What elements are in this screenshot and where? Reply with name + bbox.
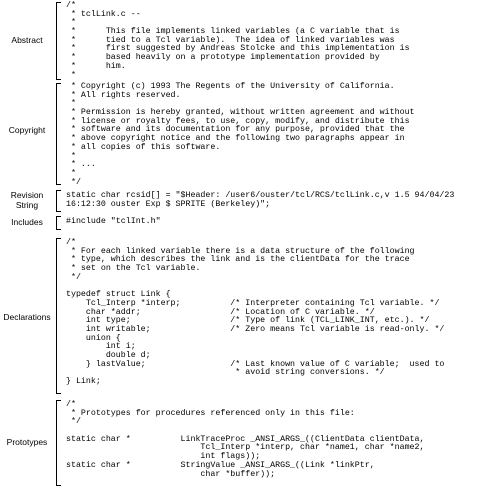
code-line: * bbox=[66, 99, 76, 109]
code-line: int i; bbox=[66, 342, 136, 352]
label-includes: Includes bbox=[11, 217, 43, 227]
code-line: * Prototypes for procedures referenced only in this file: bbox=[66, 408, 355, 418]
code-line: double d; bbox=[66, 350, 151, 360]
code-declarations bbox=[66, 239, 444, 387]
label-declarations: Declarations bbox=[3, 312, 51, 322]
code-line: static char * LinkTraceProc _ANSI_ARGS_((ClientData clientData, bbox=[66, 434, 425, 444]
section-includes bbox=[0, 216, 479, 230]
label-revision-string bbox=[0, 190, 54, 210]
code-line: /* bbox=[66, 1, 76, 10]
code-line: int writable; /* Zero means Tcl variable is read-only. */ bbox=[66, 324, 445, 334]
code-line: /* bbox=[66, 238, 76, 247]
code-line: * bbox=[66, 151, 76, 161]
code-line: * all copies of this software. bbox=[66, 142, 221, 152]
code-line: /* bbox=[66, 400, 76, 409]
code-line: */ bbox=[66, 177, 81, 187]
code-line: * tied to a Tcl variable). The idea of linked variables was bbox=[66, 35, 395, 45]
section-copyright bbox=[0, 83, 479, 187]
code-line: * first suggested by Andreas Stolcke and this implementation is bbox=[66, 44, 410, 54]
code-revision-string bbox=[66, 192, 454, 209]
section-prototypes bbox=[0, 400, 479, 486]
code-line: * based heavily on a prototype implementation provided by bbox=[66, 53, 380, 63]
code-line: * ... bbox=[66, 160, 96, 170]
code-line: * bbox=[66, 18, 76, 28]
code-line: Tcl_Interp *interp, char *name1, char *name2, bbox=[66, 443, 425, 453]
code-includes bbox=[66, 218, 161, 227]
label-abstract: Abstract bbox=[11, 35, 43, 45]
bracket-declarations bbox=[56, 238, 61, 394]
bracket-includes bbox=[56, 216, 61, 230]
code-line: static char * StringValue _ANSI_ARGS_((Link *linkPtr, bbox=[66, 460, 375, 470]
code-line: int flags)); bbox=[66, 452, 261, 462]
code-line: * type, which describes the link and is the clientData for the trace bbox=[66, 255, 410, 265]
code-abstract bbox=[66, 2, 410, 80]
label-revision-string-text: Revision String bbox=[10, 190, 44, 210]
section-revision-string bbox=[0, 190, 479, 212]
code-line: } lastValue; /* Last known value of C variable; used to bbox=[66, 359, 445, 369]
code-line: * This file implements linked variables (a C variable that is bbox=[66, 27, 400, 37]
label-prototypes: Prototypes bbox=[6, 437, 48, 447]
code-line: * bbox=[66, 70, 76, 80]
code-line: */ bbox=[66, 272, 81, 282]
bracket-prototypes bbox=[56, 400, 61, 486]
code-line: * software and its documentation for any purpose, provided that the bbox=[66, 125, 405, 135]
code-line: typedef struct Link { bbox=[66, 290, 171, 300]
code-line: */ bbox=[66, 417, 81, 427]
code-line: * bbox=[66, 168, 76, 178]
code-line: char *buffer)); bbox=[66, 469, 276, 479]
code-line: * above copyright notice and the following two paragraphs appear in bbox=[66, 134, 405, 144]
code-line: #include "tclInt.h" bbox=[66, 217, 161, 226]
code-line: * license or royalty fees, to use, copy, modify, and distribute this bbox=[66, 116, 410, 126]
label-copyright: Copyright bbox=[8, 125, 46, 135]
code-line: * avoid string conversions. */ bbox=[66, 368, 385, 378]
code-line: int type; /* Type of link (TCL_LINK_INT, etc.). */ bbox=[66, 316, 430, 326]
code-line: union { bbox=[66, 333, 121, 343]
code-line: 16:12:30 ouster Exp $ SPRITE (Berkeley)"; bbox=[66, 199, 271, 209]
bracket-copyright bbox=[56, 83, 61, 185]
section-abstract bbox=[0, 2, 479, 80]
code-line: Tcl_Interp *interp; /* Interpreter containing Tcl variable. */ bbox=[66, 298, 440, 308]
section-declarations bbox=[0, 238, 479, 394]
code-line: * Permission is hereby granted, without written agreement and without bbox=[66, 108, 415, 118]
code-line: * set on the Tcl variable. bbox=[66, 264, 201, 274]
code-line: * him. bbox=[66, 61, 126, 71]
code-line: * All rights reserved. bbox=[66, 90, 181, 100]
code-line: * Copyright (c) 1993 The Regents of the University of California. bbox=[66, 82, 395, 91]
code-line: * tclLink.c -- bbox=[66, 9, 141, 19]
bracket-revision-string bbox=[56, 190, 61, 212]
code-prototypes bbox=[66, 401, 424, 479]
code-copyright bbox=[66, 83, 415, 187]
code-line: * For each linked variable there is a data structure of the following bbox=[66, 246, 415, 256]
code-line: static char rcsid[] = "$Header: /user6/ouster/tcl/RCS/tclLink.c,v 1.5 94/04/23 bbox=[66, 191, 455, 200]
code-line: char *addr; /* Location of C variable. */ bbox=[66, 307, 375, 317]
code-line: } Link; bbox=[66, 377, 101, 386]
bracket-abstract bbox=[56, 2, 61, 80]
